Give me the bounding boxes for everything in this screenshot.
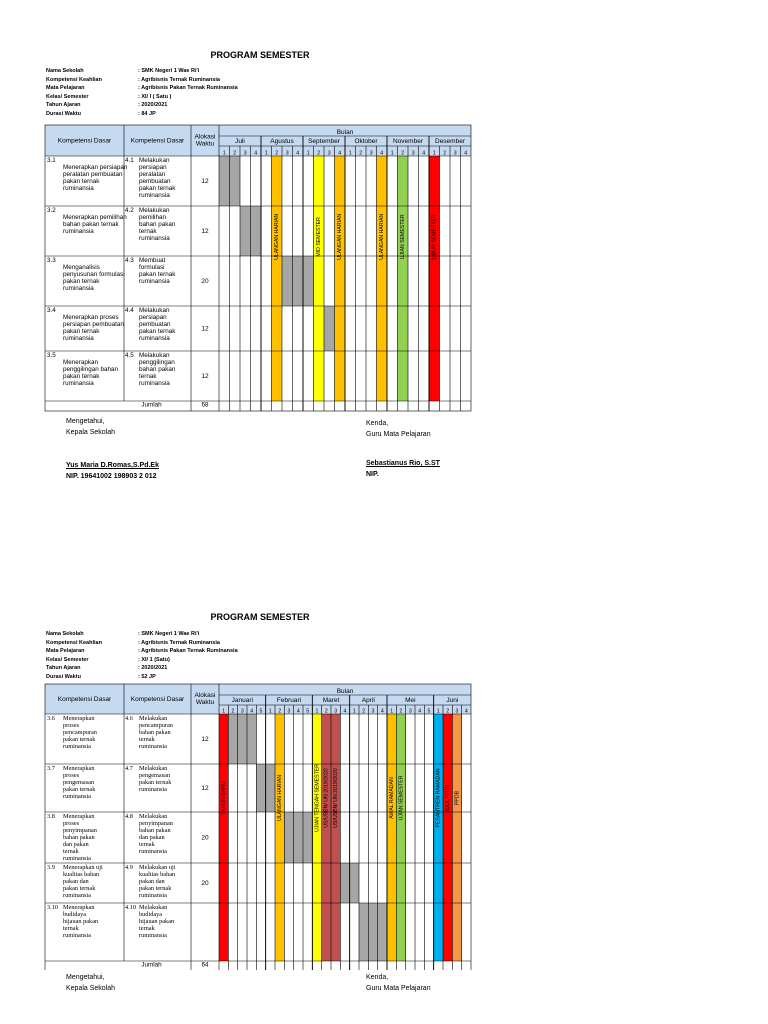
month-label: April xyxy=(361,697,375,704)
week-number: 3 xyxy=(243,150,247,157)
schedule-cell xyxy=(219,156,230,206)
event-column xyxy=(443,714,452,961)
week-number: 2 xyxy=(317,150,321,157)
kd3-text: Menerapkan proses pengemasan pakan ternak ruminansia xyxy=(63,765,96,800)
header-kd4: Kompetensi Dasar xyxy=(130,137,185,145)
kd4-number: 4.3 xyxy=(125,257,134,264)
week-number: 5 xyxy=(306,708,310,715)
kd3-text: Menerapkan uji kualitas bahan pakan dan pakan ternak ruminansia xyxy=(63,864,103,899)
week-number: 4 xyxy=(250,708,254,715)
week-number: 3 xyxy=(369,150,373,157)
document-2 xyxy=(0,560,768,1024)
schedule-cell xyxy=(324,306,335,351)
schedule-cell xyxy=(350,863,359,903)
kd3-number: 3.10 xyxy=(47,904,59,911)
page-title: PROGRAM SEMESTER xyxy=(210,50,310,60)
week-number: 5 xyxy=(259,708,263,715)
event-column xyxy=(312,714,321,961)
event-label: IDUL FITRI xyxy=(445,784,452,812)
week-number: 3 xyxy=(240,708,244,715)
kd4-text: Melakukan pengemasan pakan ternak ruminansia xyxy=(139,765,172,793)
event-label: US/USBN/ UN 2019/2020 xyxy=(323,768,330,828)
week-number: 4 xyxy=(296,150,300,157)
kd4-number: 4.5 xyxy=(125,352,134,359)
kd3-number: 3.7 xyxy=(47,765,55,772)
total-hours: 64 xyxy=(201,961,209,969)
week-number: 2 xyxy=(275,150,279,157)
kd4-number: 4.6 xyxy=(125,715,133,722)
kd4-text: Membuat formulasi pakan ternak ruminansia xyxy=(139,257,176,285)
schedule-cell xyxy=(368,903,377,961)
kd4-number: 4.1 xyxy=(125,157,134,164)
kd3-text: Menerapkan pemilihan bahan pakan ternak ruminansia xyxy=(63,214,127,235)
schedule-cell xyxy=(293,256,304,306)
schedule-cell xyxy=(303,812,312,863)
allocated-hours: 20 xyxy=(201,834,209,842)
event-label: UJIAN SEMESTER xyxy=(398,775,405,821)
event-column xyxy=(396,714,405,961)
kd3-number: 3.9 xyxy=(47,864,55,871)
allocated-hours: 12 xyxy=(201,736,209,743)
week-number: 4 xyxy=(296,708,300,715)
event-column xyxy=(314,156,325,401)
week-number: 3 xyxy=(408,708,412,715)
schedule-cell xyxy=(340,863,349,903)
month-label: September xyxy=(308,138,340,145)
week-number: 1 xyxy=(432,150,436,157)
month-label: Januari xyxy=(231,697,253,704)
schedule-cell xyxy=(240,206,251,256)
kd3-number: 3.5 xyxy=(47,352,56,359)
event-column xyxy=(219,714,228,961)
kd3-number: 3.4 xyxy=(47,307,56,314)
header-kd3: Kompetensi Dasar xyxy=(57,696,112,703)
week-number: 1 xyxy=(222,150,226,157)
week-number: 2 xyxy=(359,150,363,157)
schedule-table xyxy=(0,560,768,970)
allocated-hours: 12 xyxy=(201,373,209,380)
header-bulan: Bulan xyxy=(336,129,354,136)
headmaster-nip: NIP. 19641002 198903 2 012 xyxy=(66,473,157,480)
week-number: 3 xyxy=(371,708,375,715)
kd3-number: 3.2 xyxy=(47,207,56,214)
week-number: 4 xyxy=(380,150,384,157)
kd4-text: Melakukan pemilihan bahan pakan ternak ruminansia xyxy=(139,207,176,242)
signature-left: Mengetahui, Kepala Sekolah xyxy=(66,974,116,992)
kd4-number: 4.7 xyxy=(125,765,133,772)
event-column xyxy=(322,714,331,961)
signature-left: Mengetahui, Kepala Sekolah Yus Maria D.Romas,S.Pd.Ek NIP. 19641002 198903 2 012 xyxy=(66,418,159,480)
event-column xyxy=(335,156,346,401)
week-number: 1 xyxy=(436,708,440,715)
kd4-text: Melakukan penggilingan bahan pakan ternak ruminansia xyxy=(139,352,176,387)
allocated-hours: 12 xyxy=(201,178,209,185)
schedule-cell xyxy=(230,156,241,206)
kd4-number: 4.9 xyxy=(125,864,133,871)
week-number: 2 xyxy=(399,708,403,715)
schedule-cell xyxy=(303,256,314,306)
week-number: 2 xyxy=(446,708,450,715)
event-label: ULANGAN HARIAN xyxy=(277,774,284,822)
week-number: 4 xyxy=(343,708,347,715)
event-label: LIBUR SEMESTER xyxy=(431,214,438,260)
event-column xyxy=(398,156,409,401)
month-label: Februari xyxy=(276,697,302,704)
week-number: 3 xyxy=(455,708,459,715)
kd3-number: 3.8 xyxy=(47,813,55,820)
month-label: Juli xyxy=(235,138,245,145)
week-number: 2 xyxy=(278,708,282,715)
event-label: ULANGAN HARIAN xyxy=(379,213,386,260)
week-number: 3 xyxy=(327,150,331,157)
header-alokasi: Alokasi xyxy=(194,133,216,141)
week-number: 2 xyxy=(233,150,237,157)
kd3-text: Menerapkan proses persiapan pembuatan pakan ternak ruminansia xyxy=(63,314,124,342)
week-number: 3 xyxy=(285,150,289,157)
kd4-number: 4.4 xyxy=(125,307,134,314)
kd4-text: Melakukan penyimpanan bahan pakan dan pakan ternak ruminansia xyxy=(139,813,173,855)
week-number: 1 xyxy=(306,150,310,157)
schedule-cell xyxy=(294,812,303,863)
kd3-text: Menerapkan penggilingan bahan pakan ternak ruminansia xyxy=(63,359,118,387)
kd3-text: Menganalisis penyusunan formulasi pakan ternak ruminansia xyxy=(63,264,125,292)
month-label: Mei xyxy=(405,697,416,704)
header-bulan: Bulan xyxy=(336,688,354,695)
kd4-text: Melakukan pencampuran bahan pakan ternak ruminansia xyxy=(139,715,173,750)
week-number: 4 xyxy=(380,708,384,715)
schedule-cell xyxy=(238,714,247,764)
kd3-text: Menerapkan persiapan peralatan pembuatan pakan ternak ruminansia xyxy=(63,164,128,192)
kd4-number: 4.2 xyxy=(125,207,134,214)
event-label: MID SEMESTER xyxy=(316,217,323,257)
allocated-hours: 20 xyxy=(201,880,209,887)
event-column xyxy=(387,714,396,961)
kd4-number: 4.10 xyxy=(125,904,137,911)
event-column xyxy=(272,156,283,401)
schedule-cell xyxy=(266,764,275,812)
schedule-cell xyxy=(284,812,293,863)
event-label: PESANTREN RAMADAN xyxy=(435,768,442,828)
event-label: AWAL RAMADAN xyxy=(389,777,396,819)
week-number: 2 xyxy=(401,150,405,157)
page-title: PROGRAM SEMESTER xyxy=(210,612,310,622)
schedule-cell xyxy=(247,714,256,764)
week-number: 1 xyxy=(264,150,268,157)
week-number: 4 xyxy=(464,150,468,157)
total-label: Jumlah xyxy=(141,961,162,969)
month-label: November xyxy=(393,138,423,145)
event-column xyxy=(331,714,340,961)
week-number: 4 xyxy=(418,708,422,715)
teacher-name: Sebastianus Rio, S.ST xyxy=(366,460,440,467)
week-number: 3 xyxy=(287,708,291,715)
kd4-text: Melakukan budidaya hijauan pakan ternak ruminansia xyxy=(139,904,175,939)
month-label: Maret xyxy=(322,697,340,704)
kd3-text: Menerapkan proses penyimpanan bahan pakan dan pakan ternak ruminansia xyxy=(63,813,97,862)
kd3-text: Menerapkan proses pencampuran pakan ternak ruminansia xyxy=(63,715,97,750)
week-number: 4 xyxy=(338,150,342,157)
schedule-cell xyxy=(378,903,387,961)
month-label: Agustus xyxy=(270,138,294,145)
week-number: 4 xyxy=(422,150,426,157)
allocated-hours: 12 xyxy=(201,785,209,792)
schedule-table xyxy=(0,0,768,420)
event-label: ULANGAN HARIAN xyxy=(274,213,281,260)
schedule-cell xyxy=(228,714,237,764)
kd3-number: 3.3 xyxy=(47,257,56,264)
event-column xyxy=(429,156,440,401)
week-number: 1 xyxy=(222,708,226,715)
allocated-hours: 12 xyxy=(201,228,209,235)
meta-block: Nama Sekolah : SMK Negeri 1 Wae Ri'i Kompetensi Keahlian : Agribisnis Ternak Ruminansia Mata Pelajaran : Agribisnis Pakan Ternak Ruminansia Kelas/ Semester : XI/ 1 (Satu) Tahun Ajaran : 2020/2021 Durasi Waktu : 52 JP xyxy=(46,631,238,680)
table-border xyxy=(45,684,471,970)
week-number: 2 xyxy=(362,708,366,715)
week-number: 1 xyxy=(352,708,356,715)
event-column xyxy=(275,714,284,961)
week-number: 2 xyxy=(231,708,235,715)
event-label: US/USBN/ UN 2019/2020 xyxy=(333,768,340,828)
week-number: 3 xyxy=(453,150,457,157)
kd4-number: 4.8 xyxy=(125,813,133,820)
header-alokasi: Alokasi xyxy=(194,692,216,699)
event-column xyxy=(434,714,443,961)
kd4-text: Melakukan persiapan peralatan pembuatan pakan ternak ruminansia xyxy=(139,157,176,199)
header-kd4: Kompetensi Dasar xyxy=(130,696,185,703)
kd3-text: Menerapkan budidaya hijauan pakan ternak ruminansia xyxy=(63,904,99,939)
schedule-cell xyxy=(251,206,262,256)
week-number: 2 xyxy=(324,708,328,715)
week-number: 1 xyxy=(390,150,394,157)
signature-right: Kenda, Guru Mata Pelajaran Sebastianus Rio, S.ST NIP. xyxy=(366,420,440,478)
kd4-text: Melakukan uji kualitas bahan pakan dan pakan ternak ruminansia xyxy=(139,864,176,899)
week-number: 3 xyxy=(334,708,338,715)
week-number: 4 xyxy=(464,708,468,715)
kd3-number: 3.6 xyxy=(47,715,55,722)
kd4-text: Melakukan persiapan pembuatan pakan ternak ruminansia xyxy=(139,307,176,342)
teacher-nip: NIP. xyxy=(366,471,379,478)
week-number: 1 xyxy=(348,150,352,157)
signature-right: Kenda, Guru Mata Pelajaran xyxy=(366,974,431,992)
week-number: 3 xyxy=(411,150,415,157)
week-number: 5 xyxy=(427,708,431,715)
schedule-cell xyxy=(359,903,368,961)
week-number: 1 xyxy=(390,708,394,715)
event-label: PPDB xyxy=(454,790,461,806)
header-waktu: Waktu xyxy=(195,140,215,148)
week-number: 1 xyxy=(315,708,319,715)
event-column xyxy=(377,156,388,401)
headmaster-name: Yus Maria D.Romas,S.Pd.Ek xyxy=(66,462,159,469)
week-number: 1 xyxy=(268,708,272,715)
week-number: 4 xyxy=(254,150,258,157)
month-label: Oktober xyxy=(354,138,378,145)
total-hours: 68 xyxy=(201,401,209,409)
total-label: Jumlah xyxy=(141,401,162,409)
allocated-hours: 20 xyxy=(201,278,209,285)
header-kd3: Kompetensi Dasar xyxy=(57,137,112,145)
header-waktu: Waktu xyxy=(195,699,215,706)
schedule-cell xyxy=(282,256,293,306)
event-label: UJIAN TENGAH SEMESTER xyxy=(314,764,321,832)
kd3-number: 3.1 xyxy=(47,157,56,164)
event-label: UJIAN SEMESTER xyxy=(400,214,407,260)
event-label: ULANGAN HARIAN xyxy=(337,213,344,260)
event-column xyxy=(452,714,461,961)
week-number: 2 xyxy=(443,150,447,157)
allocated-hours: 12 xyxy=(201,325,209,333)
schedule-cell xyxy=(256,764,265,812)
month-label: Desember xyxy=(435,138,465,145)
meta-block: Nama Sekolah : SMK Negeri 1 Wae Ri'i Kompetensi Keahlian : Agribisnis Ternak Ruminansia Mata Pelajaran : Agribisnis Pakan Ternak Ruminansia Kelas/ Semester : XI/ I ( Satu ) Tahun Ajaran : 2020/2021 Durasi Waktu : 84 JP xyxy=(46,68,238,117)
event-label: TAHUN BARU xyxy=(221,781,228,815)
month-label: Juni xyxy=(446,697,459,704)
